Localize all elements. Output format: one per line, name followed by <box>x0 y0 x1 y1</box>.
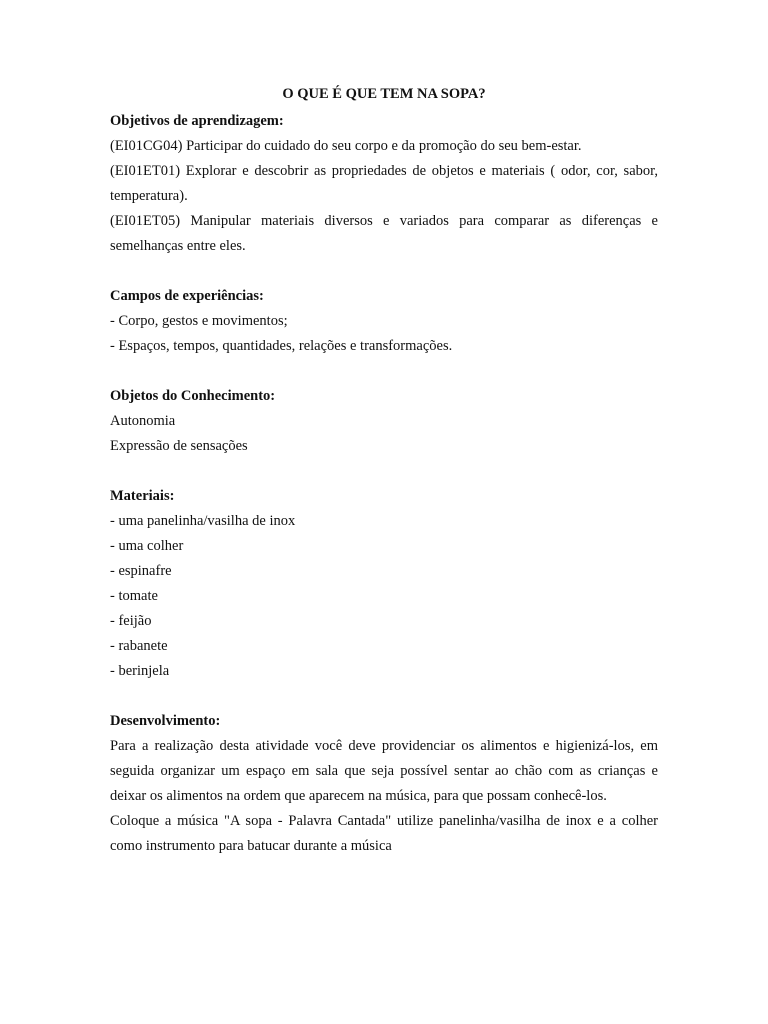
materiais-section <box>110 484 658 684</box>
objeto-item: Autonomia <box>110 413 176 429</box>
material-item: - rabanete <box>110 638 168 654</box>
document-title: O QUE É QUE TEM NA SOPA? <box>282 86 486 102</box>
material-item: - espinafre <box>110 563 172 579</box>
campo-item: - Espaços, tempos, quantidades, relações e transformações. <box>110 338 453 354</box>
objetivos-heading: Objetivos de aprendizagem: <box>110 113 284 129</box>
objetos-section <box>110 384 658 459</box>
desenvolvimento-section <box>110 709 658 859</box>
objetivo-item: (EI01ET01) Explorar e descobrir as propriedades de objetos e materiais ( odor, cor, sabor, temperatura). <box>110 163 658 204</box>
objetos-heading: Objetos do Conhecimento: <box>110 388 276 404</box>
objetivo-item: (EI01ET05) Manipular materiais diversos e variados para comparar as diferenças e semelhanças entre eles. <box>110 213 658 254</box>
materiais-heading: Materiais: <box>110 488 175 504</box>
material-item: - berinjela <box>110 663 170 679</box>
material-item: - tomate <box>110 588 158 604</box>
campos-section <box>110 284 658 359</box>
materiais-list <box>110 509 658 684</box>
material-item: - feijão <box>110 613 152 629</box>
objetivos-section <box>110 109 658 259</box>
objeto-item: Expressão de sensações <box>110 438 248 454</box>
material-item: - uma colher <box>110 538 184 554</box>
desenvolvimento-paragraph: Para a realização desta atividade você deve providenciar os alimentos e higienizá-los, em seguida organizar um espaço em sala que seja possível sentar ao chão com as crianças e deixar os alimentos na ordem que aparecem na música, para que possam conhecê-los. <box>110 738 658 804</box>
desenvolvimento-heading: Desenvolvimento: <box>110 713 221 729</box>
material-item: - uma panelinha/vasilha de inox <box>110 513 296 529</box>
campo-item: - Corpo, gestos e movimentos; <box>110 313 288 329</box>
desenvolvimento-paragraph: Coloque a música "A sopa - Palavra Cantada" utilize panelinha/vasilha de inox e a colher como instrumento para batucar durante a música <box>110 813 658 854</box>
objetivo-item: (EI01CG04) Participar do cuidado do seu corpo e da promoção do seu bem-estar. <box>110 138 582 154</box>
campos-heading: Campos de experiências: <box>110 288 264 304</box>
